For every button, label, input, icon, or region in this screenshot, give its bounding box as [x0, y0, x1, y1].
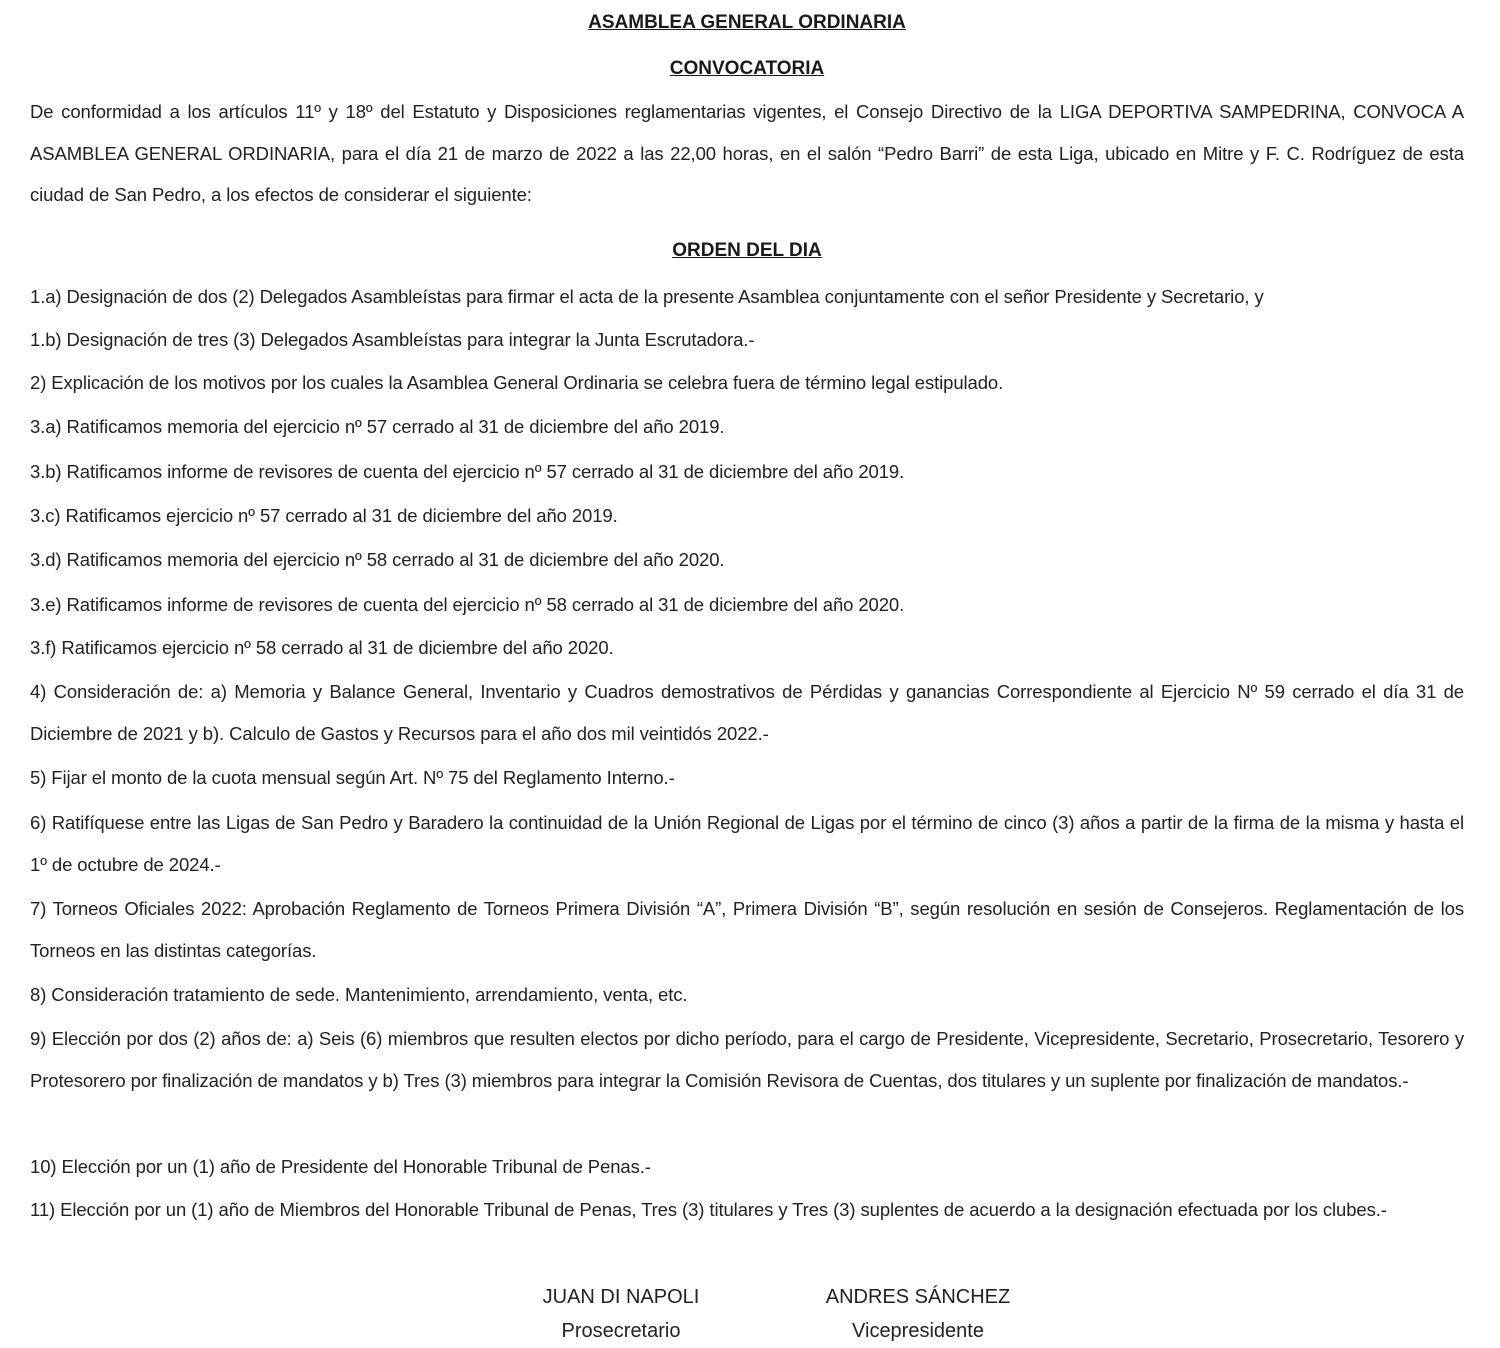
agenda-item-9: 9) Elección por dos (2) años de: a) Seis (6) miembros que resulten electos por dicho período, para el cargo de Presidente, Vicepresidente, Secretario, Prosecretario, Tesorero y Protesorero por finalización de mandatos y b) Tres (3) miembros para integrar la Comisión Revisora de Cuentas, dos titulares y un suplente por finalización de mandatos.-: [30, 1028, 1464, 1091]
signature-name: JUAN DI NAPOLI: [542, 1286, 700, 1308]
signature-role: Prosecretario: [561, 1320, 681, 1342]
agenda-item-2: 2) Explicación de los motivos por los cuales la Asamblea General Ordinaria se celebra fuera de término legal estipulado.: [30, 372, 1004, 393]
agenda-item-3c: 3.c) Ratificamos ejercicio nº 57 cerrado al 31 de diciembre del año 2019.: [30, 505, 618, 526]
agenda-item-1b: 1.b) Designación de tres (3) Delegados Asambleístas para integrar la Junta Escrutadora.-: [30, 329, 755, 350]
signature-vicepresidente: [788, 1280, 1048, 1348]
agenda-item-3d: 3.d) Ratificamos memoria del ejercicio nº 58 cerrado al 31 de diciembre del año 2020.: [30, 549, 725, 570]
signature-prosecretario: [491, 1280, 751, 1348]
agenda-item-10: 10) Elección por un (1) año de Presidente del Honorable Tribunal de Penas.-: [30, 1156, 651, 1177]
agenda-item-5: 5) Fijar el monto de la cuota mensual según Art. Nº 75 del Reglamento Interno.-: [30, 767, 675, 788]
signature-role: Vicepresidente: [852, 1320, 984, 1342]
agenda-item-3f: 3.f) Ratificamos ejercicio nº 58 cerrado al 31 de diciembre del año 2020.: [30, 637, 614, 658]
agenda-item-3e: 3.e) Ratificamos informe de revisores de cuenta del ejercicio nº 58 cerrado al 31 de diciembre del año 2020.: [30, 594, 905, 615]
agenda-item-4: 4) Consideración de: a) Memoria y Balance General, Inventario y Cuadros demostrativos de Pérdidas y ganancias Correspondiente al Ejercicio Nº 59 cerrado el día 31 de Diciembre de 2021 y b). Calculo de Gastos y Recursos para el año dos mil veintidós 2022.-: [30, 681, 1464, 744]
signature-name: ANDRES SÁNCHEZ: [825, 1286, 1011, 1308]
agenda-item-11: 11) Elección por un (1) año de Miembros del Honorable Tribunal de Penas, Tres (3) titulares y Tres (3) suplentes de acuerdo a la designación efectuada por los clubes.-: [30, 1199, 1387, 1220]
agenda-item-6: 6) Ratifíquese entre las Ligas de San Pedro y Baradero la continuidad de la Unión Regional de Ligas por el término de cinco (3) años a partir de la firma de la misma y hasta el 1º de octubre de 2024.-: [30, 812, 1464, 875]
agenda-heading: ORDEN DEL DIA: [672, 240, 822, 261]
agenda-item-3a: 3.a) Ratificamos memoria del ejercicio nº 57 cerrado al 31 de diciembre del año 2019.: [30, 416, 725, 437]
document-subtitle: CONVOCATORIA: [669, 58, 825, 79]
document-title: ASAMBLEA GENERAL ORDINARIA: [588, 12, 906, 33]
agenda-item-3b: 3.b) Ratificamos informe de revisores de cuenta del ejercicio nº 57 cerrado al 31 de diciembre del año 2019.: [30, 461, 905, 482]
intro-paragraph: De conformidad a los artículos 11º y 18º del Estatuto y Disposiciones reglamentarias vigentes, el Consejo Directivo de la LIGA DEPORTIVA SAMPEDRINA, CONVOCA A ASAMBLEA GENERAL ORDINARIA, para el día 21 de marzo de 2022 a las 22,00 horas, en el salón “Pedro Barri” de esta Liga, ubicado en Mitre y F. C. Rodríguez de esta ciudad de San Pedro, a los efectos de considerar el siguiente:: [30, 101, 1464, 205]
agenda-item-7: 7) Torneos Oficiales 2022: Aprobación Reglamento de Torneos Primera División “A”, Primera División “B”, según resolución en sesión de Consejeros. Reglamentación de los Torneos en las distintas categorías.: [30, 898, 1464, 961]
agenda-item-1a: 1.a) Designación de dos (2) Delegados Asambleístas para firmar el acta de la presente Asamblea conjuntamente con el señor Presidente y Secretario, y: [30, 286, 1264, 307]
agenda-item-8: 8) Consideración tratamiento de sede. Mantenimiento, arrendamiento, venta, etc.: [30, 984, 688, 1005]
